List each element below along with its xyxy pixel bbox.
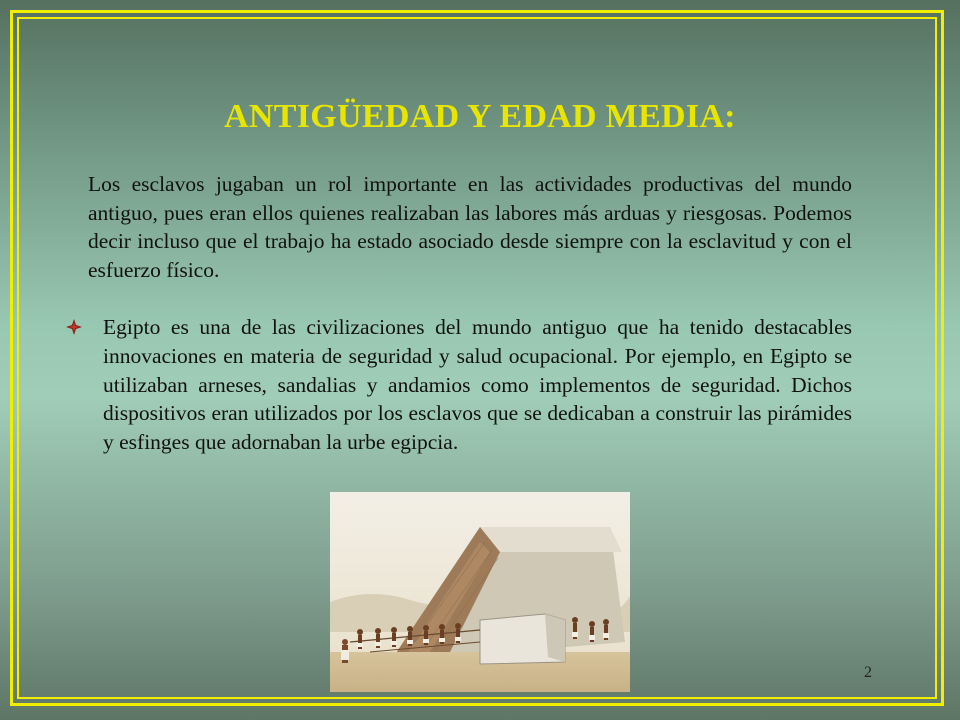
diamond-bullet-icon xyxy=(66,319,82,335)
intro-paragraph: Los esclavos jugaban un rol importante en las actividades productivas del mundo antiguo, pues eran ellos quienes realizaban las labores más arduas y riesgosas. Podemos decir incluso que el trabajo ha estado asociado desde siempre con la esclavitud y con el esfuerzo físico. xyxy=(88,172,852,282)
page-number: 2 xyxy=(864,664,872,681)
pyramid-construction-illustration xyxy=(330,492,630,692)
bullet-text: Egipto es una de las civilizaciones del mundo antiguo que ha tenido destacables innovaciones en materia de seguridad y salud ocupacional. Por ejemplo, en Egipto se utilizaban arneses, sandalias y andamios como implementos de seguridad. Dichos dispositivos eran utilizados por los esclavos que se dedicaban a construir las pirámides y esfinges que adornaban la urbe egipcia. xyxy=(103,315,852,455)
slide-title: ANTIGÜEDAD Y EDAD MEDIA: xyxy=(224,98,736,135)
bullet-item xyxy=(66,313,852,457)
pyramid-construction-image xyxy=(330,492,630,692)
